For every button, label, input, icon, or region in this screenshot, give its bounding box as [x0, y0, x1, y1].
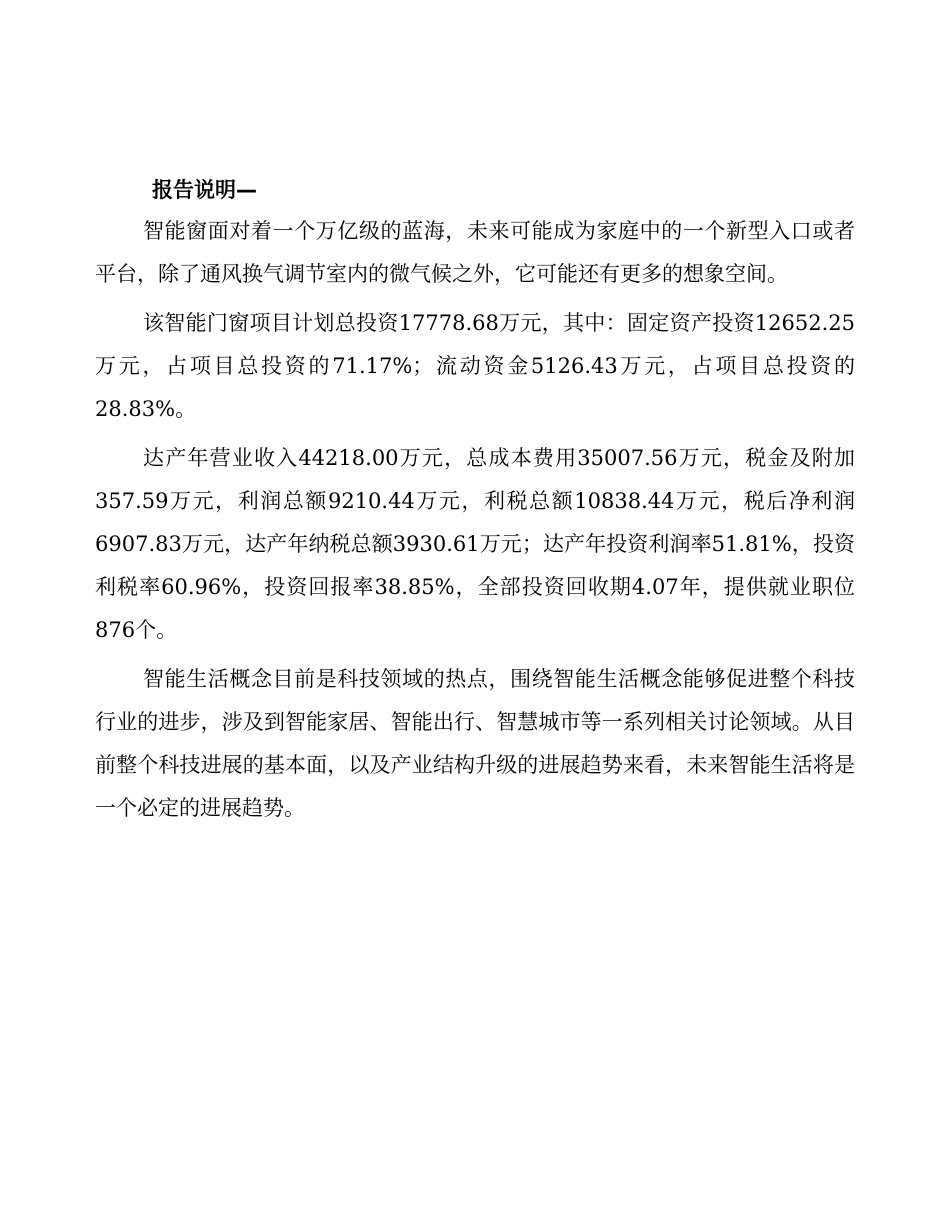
paragraph-financials: 达产年营业收入44218.00万元，总成本费用35007.56万元，税金及附加357.59万元，利润总额9210.44万元，利税总额10838.44万元，税后净利润6907.83万元，达产年纳税总额3930.61万元；达产年投资利润率51.81%，投资利税率60.96%，投资回报率38.85%，全部投资回收期4.07年，提供就业职位876个。: [95, 446, 855, 642]
section-heading: 报告说明—: [152, 178, 257, 202]
paragraph-investment: 该智能门窗项目计划总投资17778.68万元，其中：固定资产投资12652.25万元，占项目总投资的71.17%；流动资金5126.43万元，占项目总投资的28.83%。: [95, 311, 855, 421]
paragraph-intro: 智能窗面对着一个万亿级的蓝海，未来可能成为家庭中的一个新型入口或者平台，除了通风换气调节室内的微气候之外，它可能还有更多的想象空间。: [95, 219, 855, 286]
paragraph-smart-living: 智能生活概念目前是科技领域的热点，围绕智能生活概念能够促进整个科技行业的进步，涉及到智能家居、智能出行、智慧城市等一系列相关讨论领域。从目前整个科技进展的基本面，以及产业结构升级的进展趋势来看，未来智能生活将是一个必定的进展趋势。: [95, 667, 855, 820]
report-body: [95, 172, 855, 836]
